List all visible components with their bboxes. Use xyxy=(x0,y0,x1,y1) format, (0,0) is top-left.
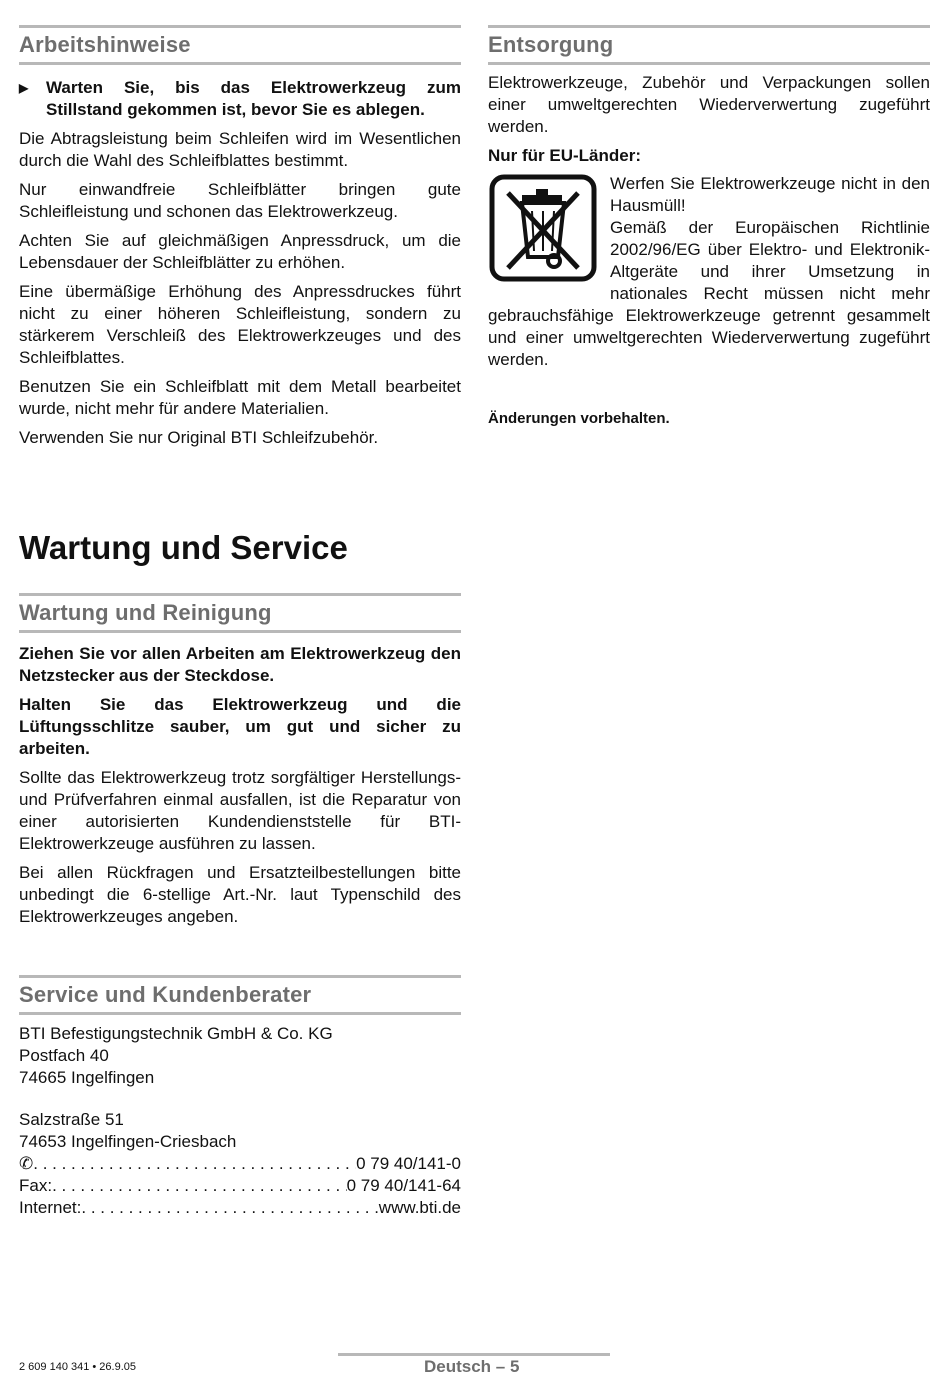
paragraph: Nur einwandfreie Schleifblätter bringen gute Schleifleistung und schonen das Elektrowerkzeug. xyxy=(19,180,461,221)
fax-number: 0 79 40/141-64 xyxy=(346,1176,461,1195)
paragraph: Benutzen Sie ein Schleifblatt mit dem Metall bearbeitet wurde, nicht mehr für andere Materialien. xyxy=(19,377,461,418)
fax-label: Fax: xyxy=(19,1176,53,1195)
address-line: 74653 Ingelfingen-Criesbach xyxy=(19,1132,237,1151)
paragraph: Sollte das Elektrowerkzeug trotz sorgfältiger Herstellungs- und Prüfverfahren einmal ausfallen, ist die Reparatur von einer autorisierten Kundendienststelle für BTI-Elektrowerkzeuge ausführen zu lassen. xyxy=(19,768,461,853)
paragraph: Achten Sie auf gleichmäßigen Anpressdruck, um die Lebensdauer der Schleifblätter zu erhöhen. xyxy=(19,231,461,272)
paragraph: Verwenden Sie nur Original BTI Schleifzubehör. xyxy=(19,428,379,447)
phone-icon: ✆ xyxy=(19,1154,34,1173)
address-line: Salzstraße 51 xyxy=(19,1110,124,1129)
dot-leader xyxy=(33,1153,356,1175)
crossed-out-wheelie-bin-icon xyxy=(488,173,600,285)
heading-service: Service und Kundenberater xyxy=(19,975,461,1015)
heading-arbeitshinweise: Arbeitshinweise xyxy=(19,25,461,65)
bold-paragraph: Halten Sie das Elektrowerkzeug und die Lüftungsschlitze sauber, um gut und sicher zu arbeiten. xyxy=(19,695,461,758)
heading-entsorgung: Entsorgung xyxy=(488,25,930,65)
bullet-warning xyxy=(19,77,461,121)
changes-note: Änderungen vorbehalten. xyxy=(488,410,670,427)
page-label: Deutsch – 5 xyxy=(424,1357,520,1376)
paragraph: Bei allen Rückfragen und Ersatzteilbestellungen bitte unbedingt die 6-stellige Art.-Nr. laut Typenschild des Elektrowerkzeuges angeben. xyxy=(19,863,461,926)
section-entsorgung xyxy=(488,25,930,371)
section-wartung xyxy=(19,593,461,935)
triangle-bullet-icon: ▶ xyxy=(19,81,29,95)
address-line: Postfach 40 xyxy=(19,1046,109,1065)
paragraph: Die Abtragsleistung beim Schleifen wird im Wesentlichen durch die Wahl des Schleifblattes bestimmt. xyxy=(19,129,461,170)
heading-wartung: Wartung und Reinigung xyxy=(19,593,461,633)
section-service xyxy=(19,975,461,1219)
section-arbeitshinweise xyxy=(19,25,461,456)
internet-row xyxy=(19,1197,461,1219)
weee-notice xyxy=(488,173,930,371)
eu-text-2: Gemäß der Europäischen Richtlinie 2002/96/EG über Elektro- und Elektronik-Altgeräte und ihrer Umsetzung in nationales Recht müssen nicht mehr gebrauchsfähige Elektrowerkzeuge getrennt gesammelt und einer umweltgerechten Wiederverwertung zugeführt werden. xyxy=(488,218,930,369)
page-title: Wartung und Service xyxy=(19,529,348,566)
internet-url: www.bti.de xyxy=(378,1198,461,1217)
document-number: 2 609 140 341 • 26.9.05 xyxy=(19,1361,137,1373)
address-line: 74665 Ingelfingen xyxy=(19,1068,155,1087)
dot-leader xyxy=(52,1175,347,1197)
bold-paragraph: Ziehen Sie vor allen Arbeiten am Elektrowerkzeug den Netzstecker aus der Steckdose. xyxy=(19,644,461,685)
bullet-text: Warten Sie, bis das Elektrowerkzeug zum Stillstand gekommen ist, bevor Sie es ablegen. xyxy=(46,78,461,119)
phone-row xyxy=(19,1153,461,1175)
address-line: BTI Befestigungstechnik GmbH & Co. KG xyxy=(19,1024,333,1043)
fax-row xyxy=(19,1175,461,1197)
paragraph: Elektrowerkzeuge, Zubehör und Verpackungen sollen einer umweltgerechten Wiederverwertung zugeführt werden. xyxy=(488,73,930,136)
eu-label: Nur für EU-Länder: xyxy=(488,146,641,165)
dot-leader xyxy=(81,1197,378,1219)
internet-label: Internet: xyxy=(19,1198,82,1217)
paragraph: Eine übermäßige Erhöhung des Anpressdruckes führt nicht zu einer höheren Schleifleistung, sondern zu stärkerem Verschleiß des Elektrowerkzeuges und des Schleifblattes. xyxy=(19,282,461,367)
phone-number: 0 79 40/141-0 xyxy=(356,1154,461,1173)
eu-text-1: Werfen Sie Elektrowerkzeuge nicht in den Hausmüll! xyxy=(610,174,930,215)
